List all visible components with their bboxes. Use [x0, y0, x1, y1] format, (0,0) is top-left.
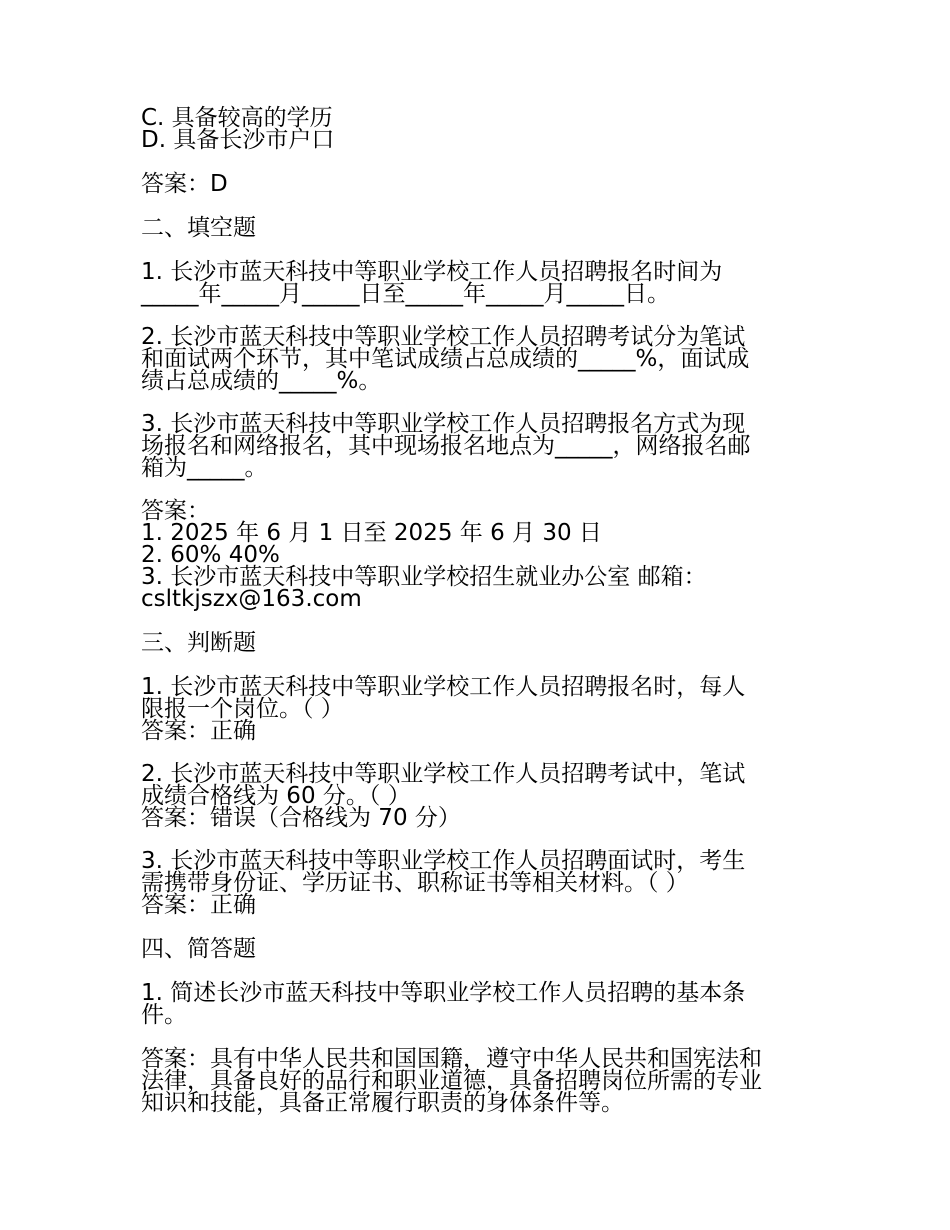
fill-q1-line1: 1. 长沙市蓝天科技中等职业学校工作人员招聘报名时间为 [141, 259, 723, 285]
fill-answer-3: 3. 长沙市蓝天科技中等职业学校招生就业办公室 邮箱： [141, 564, 707, 590]
sa-answer-line1: 答案：具有中华人民共和国国籍，遵守中华人民共和国宪法和 [141, 1046, 762, 1072]
fill-q3-line3: 箱为_____。 [141, 455, 268, 481]
tf-q1-line2: 限报一个岗位。（ ） [141, 696, 344, 722]
option-d: D. 具备长沙市户口 [141, 127, 335, 153]
sa-answer-line2: 法律，具备良好的品行和职业道德，具备招聘岗位所需的专业 [141, 1068, 762, 1094]
tf-q3-line1: 3. 长沙市蓝天科技中等职业学校工作人员招聘面试时，考生 [141, 848, 746, 874]
sa-q1-line2: 件。 [141, 1002, 187, 1028]
fill-answer-label: 答案： [141, 498, 210, 524]
section-heading-short-answer: 四、简答题 [141, 936, 256, 962]
tf-q3-line2: 需携带身份证、学历证书、职称证书等相关材料。（ ） [141, 870, 689, 896]
fill-q2-line2: 和面试两个环节，其中笔试成绩占总成绩的_____%，面试成 [141, 346, 750, 372]
section-heading-true-false: 三、判断题 [141, 630, 256, 656]
fill-q3-line1: 3. 长沙市蓝天科技中等职业学校工作人员招聘报名方式为现 [141, 411, 746, 437]
tf-q2-line1: 2. 长沙市蓝天科技中等职业学校工作人员招聘考试中，笔试 [141, 761, 746, 787]
section-heading-fill-blank: 二、填空题 [141, 215, 256, 241]
tf-q2-line2: 成绩合格线为 60 分。（ ） [141, 783, 411, 809]
tf-q1-line1: 1. 长沙市蓝天科技中等职业学校工作人员招聘报名时，每人 [141, 674, 746, 700]
fill-answer-1: 1. 2025 年 6 月 1 日至 2025 年 6 月 30 日 [141, 520, 602, 546]
fill-q1-line2: _____年_____月_____日至_____年_____月_____日。 [141, 281, 670, 307]
option-c: C. 具备较高的学历 [141, 105, 333, 131]
tf-q1-answer: 答案：正确 [141, 718, 256, 744]
fill-q2-line3: 绩占总成绩的_____%。 [141, 368, 382, 394]
sa-answer-line3: 知识和技能，具备正常履行职责的身体条件等。 [141, 1090, 624, 1116]
tf-q3-answer: 答案：正确 [141, 892, 256, 918]
fill-q3-line2: 场报名和网络报名，其中现场报名地点为_____，网络报名邮 [141, 433, 751, 459]
fill-q2-line1: 2. 长沙市蓝天科技中等职业学校工作人员招聘考试分为笔试 [141, 324, 746, 350]
tf-q2-answer: 答案：错误（合格线为 70 分） [141, 805, 461, 831]
sa-q1-line1: 1. 简述长沙市蓝天科技中等职业学校工作人员招聘的基本条 [141, 980, 746, 1006]
mc-answer: 答案：D [141, 171, 228, 197]
fill-answer-2: 2. 60% 40% [141, 542, 280, 568]
fill-answer-3-email: csltkjszx@163.com [141, 586, 362, 612]
